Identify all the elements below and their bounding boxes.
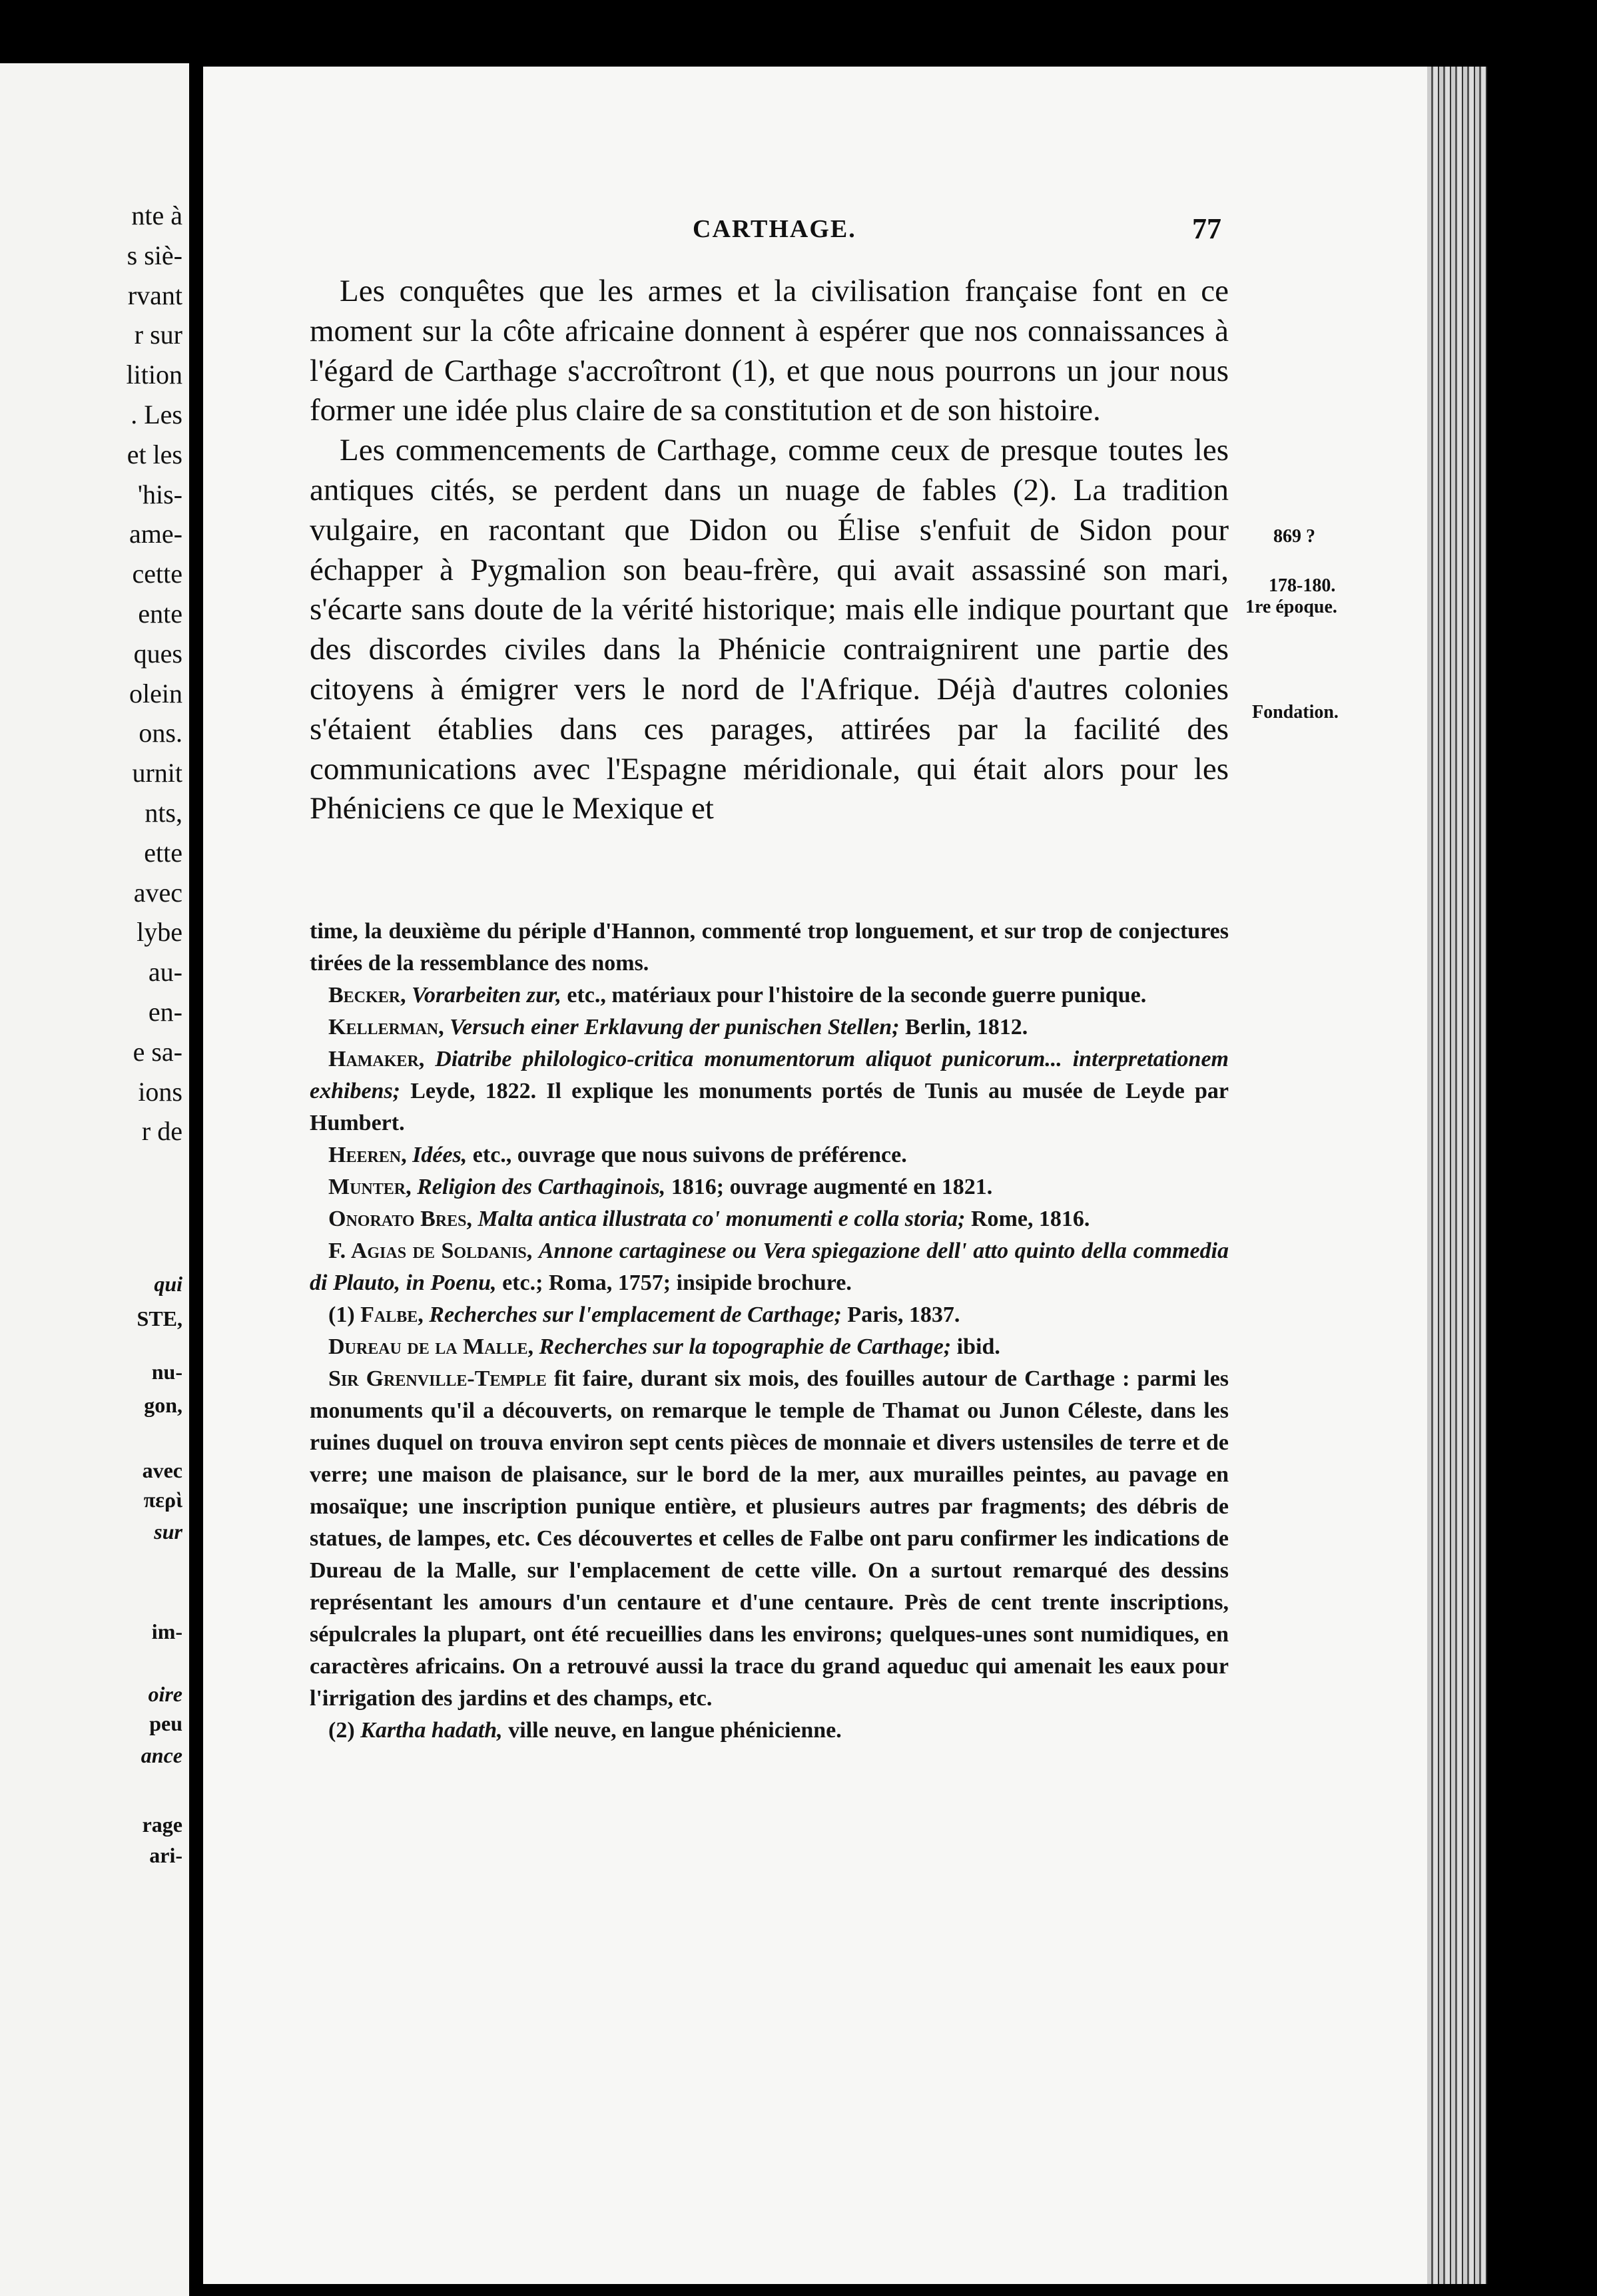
footnote: Kellerman, Versuch einer Erklavung der punischen Stellen; Berlin, 1812.	[328, 1015, 1028, 1039]
left-page-fragment: gon,	[144, 1393, 182, 1417]
left-page-fragment: ette	[144, 837, 182, 868]
left-page-fragment: au-	[148, 957, 182, 988]
left-page-fragment: et les	[127, 439, 182, 469]
margin-note-date: 869 ?	[1273, 526, 1315, 547]
left-page-fragment: olein	[129, 678, 182, 709]
left-page-fragment: 'his-	[137, 479, 182, 509]
left-page-fragment: ente	[138, 599, 182, 629]
left-page-fragment: ame-	[129, 519, 182, 549]
left-page-fragment: rvant	[127, 280, 182, 310]
left-page-fragment: avec	[142, 1458, 182, 1482]
footnote: Sir Grenville-Temple fit faire, durant six mois, des fouilles autour de Carthage : parmi les monuments qu'il a découverts, on remarque le temple de Thamat ou Junon Céleste, dans les ruines duquel on trouva environ sept cents pièces de monnaie et divers ustensiles de terre et de verre; une maison de plaisance, sur le bord de la mer, aux murailles peintes, au pavage en mosaïque; une inscription punique entière, et plusieurs autres par fragments; des débris de statues, de lampes, etc. Ces découvertes et celles de Falbe ont paru confirmer les indications de Dureau de la Malle, sur l'emplacement de cette ville. On a surtout remarqué des dessins représentant les amours d'un centaure et d'une centaure. Près de cent trente inscriptions, sépulcrales la plupart, ont été recueillies dans les environs; quelques-unes sont numidiques, en caractères africains. On a retrouvé aussi la trace du grand aqueduc qui amenait les eaux pour l'irrigation des jardins et des champs, etc.	[310, 1366, 1229, 1711]
left-page-fragment: en-	[148, 997, 182, 1027]
left-page-fragment: nte à	[131, 200, 182, 230]
left-page-fragment: ance	[141, 1743, 182, 1767]
page-number: 77	[1192, 212, 1221, 245]
footnote: Heeren, Idées, etc., ouvrage que nous suivons de préférence.	[328, 1143, 907, 1167]
left-page-fragment: qui	[154, 1272, 182, 1296]
left-page-fragment: . Les	[131, 400, 182, 430]
left-page-fragment: nts,	[145, 798, 182, 828]
left-page-fragment: oire	[148, 1682, 182, 1706]
footnotes	[310, 916, 1229, 1747]
margin-note-epoch: 1re époque.	[1245, 597, 1337, 617]
footnote: (2) Kartha hadath, ville neuve, en langue phénicienne.	[328, 1718, 842, 1743]
left-page-fragment: ons.	[139, 718, 182, 748]
left-page-fragment: avec	[133, 877, 182, 908]
left-page-fragment: lybe	[137, 917, 182, 948]
margin-note-fondation: Fondation.	[1252, 702, 1339, 722]
footnote: (1) Falbe, Recherches sur l'emplacement de Carthage; Paris, 1837.	[328, 1302, 960, 1327]
left-page-fragment: im-	[151, 1619, 182, 1643]
left-page-fragment: e sa-	[133, 1036, 182, 1067]
left-page-fragment: peu	[149, 1711, 182, 1735]
page-edges	[1427, 67, 1487, 2284]
left-page-fragment: s siè-	[127, 240, 182, 270]
left-page-fragment: sur	[154, 1520, 182, 1544]
footnote: Onorato Bres, Malta antica illustrata co' monumenti e colla storia; Rome, 1816.	[328, 1207, 1090, 1231]
left-page-fragment: cette	[132, 559, 182, 589]
left-page	[0, 63, 189, 2296]
left-page-fragment: r sur	[134, 320, 182, 350]
paragraph: Les conquêtes que les armes et la civilisation française font en ce moment sur la côte africaine donnent à espérer que nos connaissances à l'égard de Carthage s'accroîtront (1), et que nous pourrons un jour nous former une idée plus claire de sa constitution et de son histoire.	[310, 274, 1229, 428]
left-page-fragment: ari-	[149, 1843, 182, 1867]
footnote: Munter, Religion des Carthaginois, 1816; ouvrage augmenté en 1821.	[328, 1175, 993, 1199]
footnote: Becker, Vorarbeiten zur, etc., matériaux pour l'histoire de la seconde guerre punique.	[328, 983, 1147, 1007]
left-page-fragment: nu-	[151, 1360, 182, 1384]
running-head: CARTHAGE.	[693, 215, 856, 243]
left-page-fragment: r de	[141, 1116, 182, 1147]
left-page-fragment: ions	[138, 1076, 182, 1107]
left-page-fragment: urnit	[132, 758, 182, 788]
footnote: time, la deuxième du périple d'Hannon, commenté trop longuement, et sur trop de conjectures tirées de la ressemblance des noms.	[310, 919, 1229, 976]
margin-note-years: 178-180.	[1269, 575, 1336, 596]
footnote: F. Agias de Soldanis, Annone cartaginese ou Vera spiegazione dell' atto quinto della commedia di Plauto, in Poenu, etc.; Roma, 1757; insipide brochure.	[310, 1239, 1229, 1295]
left-page-fragment: περὶ	[143, 1488, 182, 1512]
left-page-fragment: rage	[142, 1813, 182, 1837]
footnote: Hamaker, Diatribe philologico-critica monumentorum aliquot punicorum... interpretationem exhibens; Leyde, 1822. Il explique les monuments portés de Tunis au musée de Leyde par Humbert.	[310, 1047, 1229, 1135]
footnote: Dureau de la Malle, Recherches sur la topographie de Carthage; ibid.	[328, 1334, 1000, 1359]
left-page-fragment: ques	[133, 638, 182, 669]
paragraph: Les commencements de Carthage, comme ceux de presque toutes les antiques cités, se perdent dans un nuage de fables (2). La tradition vulgaire, en racontant que Didon ou Élise s'enfuit de Sidon pour échapper à Pygmalion son beau-frère, qui avait assassiné son mari, s'écarte sans doute de la vérité historique; mais elle indique pourtant que des discordes civiles dans la Phénicie contraignirent une partie des citoyens à émigrer vers le nord de l'Afrique. Déjà d'autres colonies s'étaient établies dans ces parages, attirées par la facilité des communications avec l'Espagne méridionale, qui était alors pour les Phéniciens ce que le Mexique et	[310, 433, 1229, 826]
body-text	[310, 272, 1229, 829]
left-page-fragment: STE,	[137, 1306, 182, 1330]
left-page-fragment: lition	[126, 360, 182, 390]
